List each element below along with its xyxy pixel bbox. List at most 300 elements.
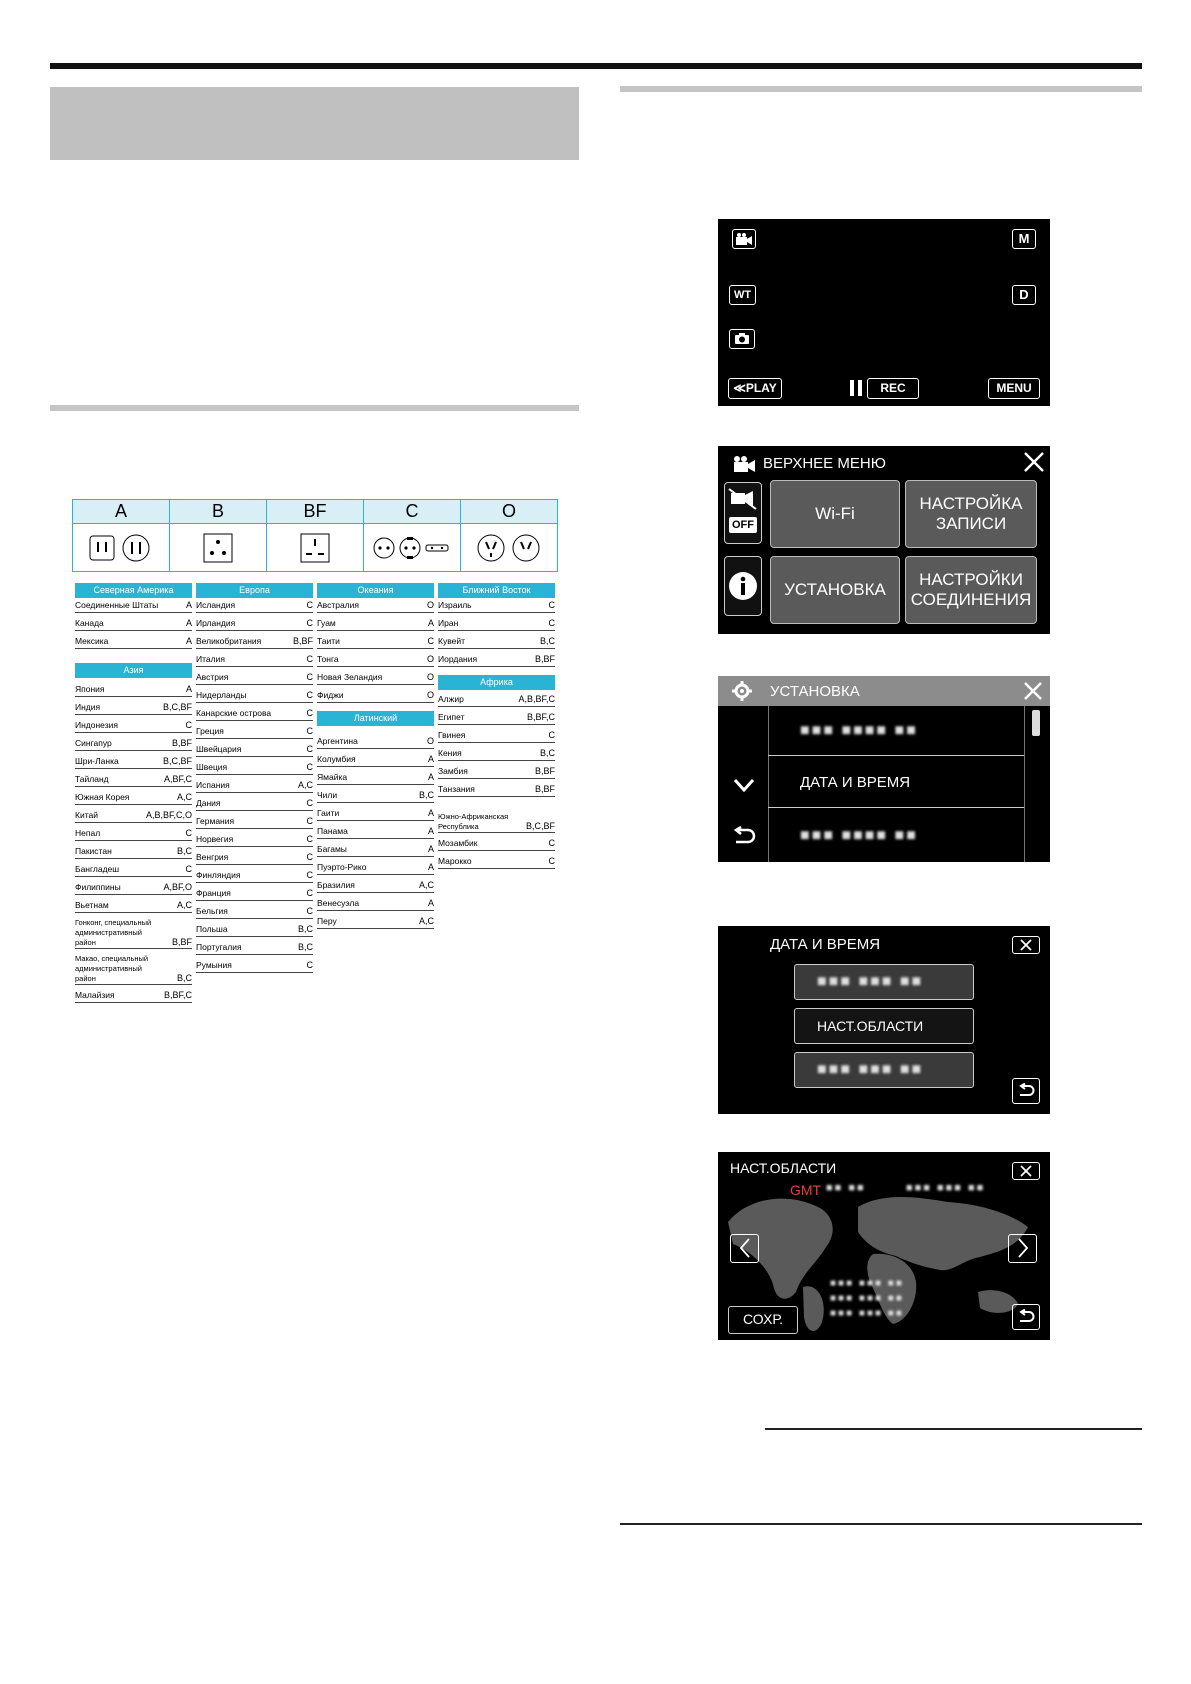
back-button[interactable] [1012, 1078, 1040, 1104]
country-name: Мексика [75, 636, 109, 646]
region-header: Африка [438, 675, 555, 690]
plug-types-value: C [548, 838, 555, 848]
back-icon [1017, 1083, 1035, 1099]
country-row [317, 808, 434, 821]
column-oceania-latin [317, 583, 434, 934]
country-name: Сингапур [75, 738, 112, 748]
plug-types-value: C [306, 762, 313, 772]
country-row [438, 654, 555, 667]
country-name: Соединенные Штаты [75, 600, 159, 610]
plug-types-value: C [306, 600, 313, 610]
plug-types-value: A,C [297, 780, 313, 790]
country-name: Марокко [438, 856, 472, 866]
wifi-label: Wi-Fi [815, 504, 855, 523]
close-icon[interactable] [1022, 680, 1044, 702]
plug-types-value: C [306, 798, 313, 808]
country-name: Испания [196, 780, 230, 790]
current-time: ■■■ ■■■ ■■ [906, 1182, 986, 1194]
plug-types-value: A [185, 684, 192, 694]
country-name: Фиджи [317, 690, 344, 700]
plug-types-value: B,C [539, 748, 555, 758]
country-name: Алжир [438, 694, 464, 704]
country-row [438, 748, 555, 761]
country-row [75, 792, 192, 805]
top-rule [50, 63, 1142, 69]
country-row [196, 960, 313, 973]
close-icon[interactable] [1022, 450, 1046, 474]
plug-a-icon [73, 524, 170, 572]
plug-type-c-label: C [364, 500, 461, 523]
setup-list-item[interactable]: ■■■ ■■■■ ■■ [800, 827, 918, 844]
country-name: Вьетнам [75, 900, 109, 910]
country-row [75, 618, 192, 631]
screen-recording [718, 219, 1050, 406]
plug-types-value: O [426, 654, 434, 664]
country-name: Пакистан [75, 846, 112, 856]
plug-types-value: C [306, 852, 313, 862]
plug-types-value: A,BF,O [163, 882, 192, 892]
country-name: Гаити [317, 808, 340, 818]
country-row [75, 702, 192, 715]
plug-types-value: A [427, 862, 434, 872]
plug-type-table [72, 499, 558, 572]
country-name: Китай [75, 810, 98, 820]
country-name: Греция [196, 726, 224, 736]
country-row [196, 708, 313, 721]
country-name: Малайзия [75, 990, 115, 1000]
country-row [196, 798, 313, 811]
plug-types-value: C [548, 856, 555, 866]
country-name: Норвегия [196, 834, 234, 844]
plug-types-value: O [426, 736, 434, 746]
plug-types-value: B,C [539, 636, 555, 646]
country-row [317, 600, 434, 613]
bottom-rule [620, 1523, 1142, 1525]
plug-types-value: C [306, 888, 313, 898]
country-name: Южная Корея [75, 792, 130, 802]
section-rule-left [50, 405, 579, 411]
connection-settings-label-2: СОЕДИНЕНИЯ [910, 590, 1032, 609]
plug-types-value: C [185, 720, 192, 730]
country-row [196, 942, 313, 955]
screen-area-settings [718, 1152, 1050, 1340]
country-row [196, 924, 313, 937]
country-row [196, 762, 313, 775]
play-button[interactable]: ≪PLAY [728, 378, 782, 399]
info-icon [728, 571, 758, 601]
note-rule [765, 1428, 1142, 1430]
plug-types-value: B,C,BF [162, 756, 192, 766]
column-middle-east-africa [438, 583, 555, 874]
country-row [438, 618, 555, 631]
plug-types-value: B,BF [534, 766, 555, 776]
plug-types-value: B,BF [534, 654, 555, 664]
record-settings-label-1: НАСТРОЙКА [919, 494, 1023, 513]
date-time-option[interactable]: ■■■ ■■■ ■■ [794, 1052, 974, 1088]
country-name: Макао, специальный административный район [75, 954, 149, 983]
country-row [438, 600, 555, 613]
country-name: Тонга [317, 654, 339, 664]
country-row [438, 838, 555, 851]
plug-types-value: A [427, 772, 434, 782]
date-time-item[interactable] [768, 758, 1024, 808]
country-name: Гуам [317, 618, 336, 628]
silent-mode-toggle[interactable] [724, 482, 762, 544]
setup-title: УСТАНОВКА [770, 683, 860, 700]
plug-types-value: C [306, 654, 313, 664]
column-north-america-asia [75, 583, 192, 1008]
plug-types-value: C [427, 636, 434, 646]
plug-o-icon [461, 524, 557, 572]
plug-type-b-label: B [170, 500, 267, 523]
plug-types-value: B,BF [171, 937, 192, 947]
country-row [438, 694, 555, 707]
plug-type-bf-label: BF [267, 500, 364, 523]
country-row [75, 600, 192, 613]
back-icon [1017, 1309, 1035, 1325]
country-row [438, 856, 555, 869]
d-display-button[interactable]: D [1012, 285, 1036, 305]
country-row [75, 918, 192, 949]
setup-header [718, 676, 1050, 706]
country-row [196, 672, 313, 685]
connection-settings-label-1: НАСТРОЙКИ [919, 570, 1023, 589]
plug-types-value: C [548, 730, 555, 740]
plug-types-value: C [306, 672, 313, 682]
area-settings-title: НАСТ.ОБЛАСТИ [730, 1160, 837, 1176]
country-row [196, 636, 313, 649]
country-row [75, 774, 192, 787]
plug-types-value: B,BF [292, 636, 313, 646]
country-row [317, 690, 434, 703]
country-name: Замбия [438, 766, 468, 776]
menu-button[interactable]: MENU [988, 378, 1040, 399]
country-row [317, 826, 434, 839]
country-name: Швейцария [196, 744, 242, 754]
plug-types-value: B,BF [534, 784, 555, 794]
country-name: Великобритания [196, 636, 262, 646]
plug-types-value: B,C [176, 973, 192, 983]
video-camera-icon [732, 454, 758, 474]
plug-types-value: C [306, 870, 313, 880]
country-row [196, 906, 313, 919]
plug-types-value: C [185, 828, 192, 838]
country-row [196, 690, 313, 703]
country-row [196, 744, 313, 757]
plug-types-value: A [185, 618, 192, 628]
gear-icon [732, 681, 752, 701]
plug-types-value: C [306, 816, 313, 826]
country-name: Тайланд [75, 774, 109, 784]
region-header: Азия [75, 663, 192, 678]
country-name: Чили [317, 790, 338, 800]
plug-types-value: C [306, 744, 313, 754]
country-row [196, 852, 313, 865]
country-row [196, 780, 313, 793]
country-row [75, 864, 192, 877]
country-row [75, 810, 192, 823]
country-row [317, 772, 434, 785]
country-row [438, 802, 555, 833]
country-name: Пуэрто-Рико [317, 862, 367, 872]
wifi-tile[interactable] [770, 480, 900, 548]
plug-types-value: C [306, 618, 313, 628]
country-row [196, 726, 313, 739]
setup-tile[interactable] [770, 556, 900, 624]
m-mode-button[interactable]: M [1012, 229, 1036, 249]
plug-types-value: A,C [418, 880, 434, 890]
screen-date-time [718, 926, 1050, 1114]
plug-types-value: C [306, 690, 313, 700]
plug-types-value: A,BF,C [163, 774, 192, 784]
record-settings-tile[interactable] [905, 480, 1037, 548]
country-name: Канада [75, 618, 104, 628]
country-row [75, 720, 192, 733]
country-name: Ямайка [317, 772, 348, 782]
plug-type-a-label: A [73, 500, 170, 523]
plug-types-value: A [427, 844, 434, 854]
region-settings-button[interactable]: НАСТ.ОБЛАСТИ [794, 1008, 974, 1044]
setup-list-item[interactable]: ■■■ ■■■■ ■■ [768, 706, 1024, 756]
country-name: Португалия [196, 942, 242, 952]
plug-types-value: C [306, 708, 313, 718]
plug-types-value: C [306, 906, 313, 916]
country-name: Италия [196, 654, 225, 664]
country-name: Индия [75, 702, 101, 712]
close-button[interactable] [1012, 936, 1040, 954]
country-row [438, 730, 555, 743]
country-row [317, 754, 434, 767]
city-list: ■■■ ■■■ ■■ ■■■ ■■■ ■■ ■■■ ■■■ ■■ [830, 1278, 904, 1319]
country-name: Индонезия [75, 720, 118, 730]
plug-types-value: C [185, 864, 192, 874]
country-row [438, 636, 555, 649]
country-row [196, 618, 313, 631]
gmt-offset: ■■ ■■ [826, 1182, 866, 1194]
plug-types-value: C [548, 618, 555, 628]
setup-label: УСТАНОВКА [784, 580, 886, 599]
country-name: Таити [317, 636, 340, 646]
country-row [317, 654, 434, 667]
country-name: Израиль [438, 600, 472, 610]
plug-types-value: A,C [176, 900, 192, 910]
video-mode-icon[interactable] [732, 229, 756, 249]
region-header: Океания [317, 583, 434, 598]
plug-types-value: C [306, 960, 313, 970]
plug-types-value: B,C,BF [525, 821, 555, 831]
plug-types-value: A [427, 808, 434, 818]
country-row [438, 784, 555, 797]
next-region-button[interactable] [1008, 1234, 1037, 1263]
country-name: Иран [438, 618, 459, 628]
gmt-label: GMT [790, 1182, 822, 1198]
country-row [317, 880, 434, 893]
plug-types-value: B,C [418, 790, 434, 800]
plug-types-value: C [306, 834, 313, 844]
connection-settings-tile[interactable] [905, 556, 1037, 624]
country-row [75, 990, 192, 1003]
country-row [196, 654, 313, 667]
country-row [196, 816, 313, 829]
screen-setup-menu [718, 676, 1050, 862]
silent-icon [726, 486, 760, 512]
country-name: Швеция [196, 762, 228, 772]
country-row [317, 790, 434, 803]
rec-button[interactable]: REC [867, 378, 919, 399]
plug-types-value: A,B,BF,C [518, 694, 555, 704]
country-name: Канарские острова [196, 708, 272, 718]
plug-types-value: B,C,BF [162, 702, 192, 712]
info-button[interactable] [724, 556, 762, 616]
country-row [75, 900, 192, 913]
plug-types-value: B,BF,C [163, 990, 192, 1000]
country-name: Багамы [317, 844, 347, 854]
back-button[interactable] [1012, 1304, 1040, 1330]
country-name: Новая Зеландия [317, 672, 383, 682]
country-name: Румыния [196, 960, 232, 970]
country-row [317, 916, 434, 929]
plug-types-value: A,C [418, 916, 434, 926]
country-name: Бельгия [196, 906, 228, 916]
country-name: Египет [438, 712, 465, 722]
camera-icon[interactable] [729, 329, 755, 349]
chevron-down-icon[interactable] [732, 776, 756, 794]
country-row [196, 888, 313, 901]
back-icon[interactable] [730, 826, 756, 846]
country-row [317, 736, 434, 749]
plug-types-value: A [427, 898, 434, 908]
plug-types-value: C [548, 600, 555, 610]
country-name: Австралия [317, 600, 359, 610]
country-row [75, 636, 192, 649]
country-row [196, 870, 313, 883]
country-row [196, 834, 313, 847]
country-name: Бразилия [317, 880, 355, 890]
pause-icon [848, 378, 864, 398]
plug-types-value: B,BF [171, 738, 192, 748]
country-name: Непал [75, 828, 101, 838]
plug-types-value: A [185, 636, 192, 646]
country-name: Венгрия [196, 852, 229, 862]
country-name: Аргентина [317, 736, 358, 746]
country-name: Польша [196, 924, 228, 934]
plug-types-value: O [426, 672, 434, 682]
country-row [317, 862, 434, 875]
plug-types-value: B,C [297, 924, 313, 934]
country-name: Германия [196, 816, 235, 826]
save-button[interactable]: СОХР. [728, 1306, 798, 1334]
plug-b-icon [170, 524, 267, 572]
country-row [75, 756, 192, 769]
country-name: Шри-Ланка [75, 756, 119, 766]
country-name: Перу [317, 916, 337, 926]
screen-top-menu [718, 446, 1050, 634]
country-row [75, 882, 192, 895]
plug-bf-icon [267, 524, 364, 572]
country-name: Дания [196, 798, 221, 808]
zoom-wt-button[interactable]: WT [729, 285, 756, 305]
record-settings-label-2: ЗАПИСИ [935, 514, 1007, 533]
plug-types-value: A [427, 618, 434, 628]
country-row [438, 766, 555, 779]
prev-region-button[interactable] [730, 1234, 759, 1263]
country-row [317, 672, 434, 685]
country-row [317, 636, 434, 649]
country-name: Япония [75, 684, 105, 694]
section-header-box [50, 87, 579, 160]
country-row [75, 846, 192, 859]
country-name: Австрия [196, 672, 229, 682]
plug-types-value: A [427, 826, 434, 836]
country-name: Гонконг, специальный административный район [75, 918, 152, 947]
close-icon [1019, 939, 1033, 951]
country-row [196, 600, 313, 613]
country-name: Кения [438, 748, 462, 758]
country-name: Иордания [438, 654, 478, 664]
date-time-title: ДАТА И ВРЕМЯ [770, 936, 881, 953]
plug-types-value: O [426, 690, 434, 700]
country-row [317, 618, 434, 631]
country-name: Бангладеш [75, 864, 120, 874]
chevron-right-icon [1016, 1237, 1030, 1259]
section-rule-right [620, 86, 1142, 92]
plug-types-value: O [426, 600, 434, 610]
date-time-option[interactable]: ■■■ ■■■ ■■ [794, 964, 974, 1000]
country-row [317, 898, 434, 911]
country-name: Мозамбик [438, 838, 478, 848]
plug-type-o-label: O [501, 501, 516, 521]
country-row [75, 828, 192, 841]
country-name: Гвинея [438, 730, 466, 740]
country-name: Нидерланды [196, 690, 247, 700]
plug-types-value: C [306, 726, 313, 736]
region-header: Ближний Восток [438, 583, 555, 598]
country-row [317, 844, 434, 857]
chevron-left-icon [738, 1237, 752, 1259]
country-row [438, 712, 555, 725]
close-button[interactable] [1012, 1162, 1040, 1180]
country-name: Ирландия [196, 618, 236, 628]
country-name: Кувейт [438, 636, 465, 646]
plug-types-value: A [185, 600, 192, 610]
close-icon [1019, 1165, 1033, 1177]
country-name: Венесуэла [317, 898, 360, 908]
country-name: Финляндия [196, 870, 241, 880]
plug-types-value: A,B,BF,C,O [145, 810, 192, 820]
date-time-label: ДАТА И ВРЕМЯ [800, 774, 911, 791]
off-label: OFF [729, 517, 757, 533]
plug-types-value: B,C [176, 846, 192, 856]
country-name: Филиппины [75, 882, 121, 892]
plug-types-value: A,C [176, 792, 192, 802]
plug-types-value: B,BF,C [526, 712, 555, 722]
region-header: Европа [196, 583, 313, 598]
plug-types-value: A [427, 754, 434, 764]
country-row [75, 684, 192, 697]
column-europe [196, 583, 313, 978]
plug-types-value: B,C [297, 942, 313, 952]
country-row [75, 954, 192, 985]
region-header: Латинский [317, 711, 434, 726]
country-row [75, 738, 192, 751]
top-menu-title: ВЕРХНЕЕ МЕНЮ [763, 455, 886, 472]
country-name: Южно-Африканская Республика [438, 812, 509, 831]
country-name: Исландия [196, 600, 236, 610]
region-header: Северная Америка [75, 583, 192, 598]
country-name: Колумбия [317, 754, 356, 764]
plug-c-icon [364, 524, 461, 572]
scrollbar-thumb[interactable] [1032, 710, 1040, 736]
